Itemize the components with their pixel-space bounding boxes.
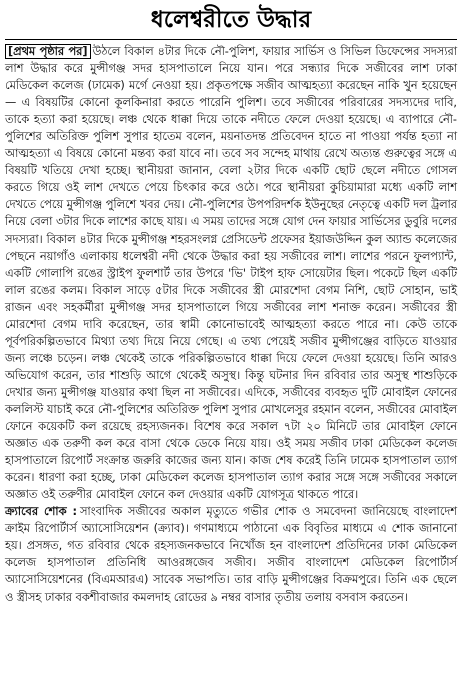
article-body bbox=[5, 43, 457, 606]
paragraph-1-text: উঠলে বিকাল ৪টার দিকে নৌ-পুলিশ, ফায়ার সার্ভিস ও সিভিল ডিফেন্সের সদস্যরা লাশ উদ্ধার করে মুন্সীগঞ্জ সদর হাসপাতালে নিয়ে যান। পরে সন্ধ্যার দিকে সজীবের লাশ ঢাকা মেডিকেল কলেজ (ঢামেক) মর্গে নেওয়া হয়। প্রকৃতপক্ষে সজীব আত্মহত্যা করেছেন নাকি খুন হয়েছেন— এ বিষয়টির কোনো কূলকিনারা করতে পারেনি পুলিশ। তবে সজীবের পরিবারের সদস্যদের দাবি, তাকে হত্যা করা হয়েছে। লঞ্চ থেকে ধাক্কা দিয়ে তাকে নদীতে ফেলে দেওয়া হয়েছে। এ ব্যাপারে নৌ-পুলিশের অতিরিক্ত পুলিশ সুপার হাতেম বলেন, ময়নাতদন্ত প্রতিবেদন হাতে না পাওয়া পর্যন্ত হত্যা না আত্মহত্যা এ বিষয়ে কোনো মন্তব্য করা যাবে না। তবে সব সন্দেহ মাথায় রেখে অত্যন্ত গুরুত্বের সঙ্গে এ বিষয়টি খতিয়ে দেখা হচ্ছে। স্থানীয়রা জানান, বেলা ২টার দিকে একটি ছোট ছেলে নদীতে গোসল করতে গিয়ে ওই লাশ দেখতে পেয়ে চিৎকার করে ওঠে। পরে স্থানীয়রা কুচিয়ামারা মধ্যে একটি লাশ দেখতে পেয়ে মুন্সীগঞ্জ পুলিশে খবর দেয়। নৌ-পুলিশের উপপরিদর্শক ইউনুছের নেতৃত্বে একটি দল ট্রলার নিয়ে বেলা ৩টার দিকে লাশের কাছে যায়। এ সময় তাদের সঙ্গে যোগ দেন ফায়ার সার্ভিসের ডুবুরি দলের সদস্যরা। বিকাল ৪টার দিকে মুন্সীগঞ্জ শহরসংলগ্ন প্রেসিডেন্ট প্রফেসর ইয়াজউদ্দিন কুল অ্যান্ড কলেজের পেছনে নয়াগাঁও এলাকায় ধলেশ্বরী নদী থেকে উদ্ধার করা হয় সজীবের লাশ। লাশের পরনে ফুলপ্যান্ট, একটি গোলাপি রঙের স্ট্রাইপ ফুলশার্ট তার উপরে 'ভি' টাইপ হাফ সোয়েটার ছিল। পকেটে ছিল একটি লাল রঙের কলম। বিকাল সাড়ে ৫টার দিকে সজীবের স্ত্রী মোরশেদা বেগম নিশি, ছোট সোহান, ভাই রাজন এবং সহকর্মীরা মুন্সীগঞ্জ সদর হাসপাতালে গিয়ে সজীবের লাশ শনাক্ত করেন। সজীবের স্ত্রী মোরশেদা বেগম দাবি করেছেন, তার স্বামী কোনোভাবেই আত্মহত্যা করতে পারে না। কেউ তাকে পূর্বপরিকল্পিতভাবে মিথ্যা তথ্য দিয়ে নিয়ে গেছে। এ তথ্য পেয়েই সজীব মুন্সীগঞ্জের বাড়িতে যাওয়ার জন্য লঞ্চে চড়েন। লঞ্চ থেকেই তাকে পরিকল্পিতভাবে ধাক্কা দিয়ে ফেলে দেওয়া হয়েছে। তিনি আরও অভিযোগ করেন, তার শাশুড়ি আগে থেকেই অসুস্থ। কিন্তু ঘটনার দিন রবিবার তার অসুস্থ শাশুড়িকে দেখার জন্য মুন্সীগঞ্জ যাওয়ার কথা ছিল না সজীবের। এদিকে, সজীবের ব্যবহৃত দুটি মোবাইল ফোনের কললিস্ট যাচাই করে নৌ-পুলিশের অতিরিক্ত পুলিশ সুপার মোখলেসুর রহমান বলেন, সজীবের মোবাইল ফোনে কয়েকটি কল রয়েছে রহস্যজনক। বিশেষ করে সকাল ৭টা ২০ মিনিটে তার মোবাইল ফোনে অজ্ঞাত এক তরুণী কল করে বাসা থেকে ডেকে নিয়ে যায়। ওই সময় সজীব ঢাকা মেডিকেল কলেজ হাসপাতালে রিপোর্ট সংক্রান্ত জরুরি কাজের জন্য যান। কাজ শেষ করেই তিনি ঢামেক হাসপাতাল ত্যাগ করেন। ধারণা করা হচ্ছে, ঢাকা মেডিকেল কলেজ হাসপাতাল ত্যাগ করার সঙ্গে সঙ্গে সজীবের সকালে অজ্ঞাত ওই তরুণীর মোবাইল ফোনে কল দেওয়ার একটি যোগসূত্র থাকতে পারে। bbox=[5, 45, 457, 502]
subheading-crab-condolence: ক্র্যাবের শোক : bbox=[5, 505, 77, 519]
article-paragraph-1 bbox=[5, 43, 457, 503]
paragraph-2-text: সাংবাদিক সজীবের অকাল মৃত্যুতে গভীর শোক ও সমবেদনা জানিয়েছে বাংলাদেশ ক্রাইম রিপোর্টার্স অ্যাসোসিয়েশন (ক্র্যাব)। গণমাধ্যমে পাঠানো এক বিবৃতির মাধ্যমে এ শোক জানানো হয়। প্রসঙ্গত, গত রবিবার থেকে রহস্যজনকভাবে নিখোঁজ হন বাংলাদেশ প্রতিদিনের ঢাকা মেডিকেল কলেজ হাসপাতাল প্রতিনিধি আওরঙ্গজেব সজীব। সজীব বাংলাদেশ মেডিকেল রিপোর্টার্স অ্যাসোসিয়েশনের (বিএমআরএ) সাবেক সভাপতি। তার বাড়ি মুন্সীগঞ্জের বিক্রমপুরে। তিনি এক ছেলে ও স্ত্রীসহ ঢাকার বকশীবাজার কমলদাহ রোডের ৯ নম্বর বাসার তৃতীয় তলায় বসবাস করতেন। bbox=[5, 505, 457, 604]
headline: ধলেশ্বরীতে উদ্ধার bbox=[150, 7, 312, 33]
headline-block bbox=[5, 2, 457, 40]
article-paragraph-2 bbox=[5, 503, 457, 605]
continuation-label: [প্রথম পৃষ্ঠার পর] bbox=[5, 44, 91, 59]
headline-rule bbox=[5, 39, 457, 40]
